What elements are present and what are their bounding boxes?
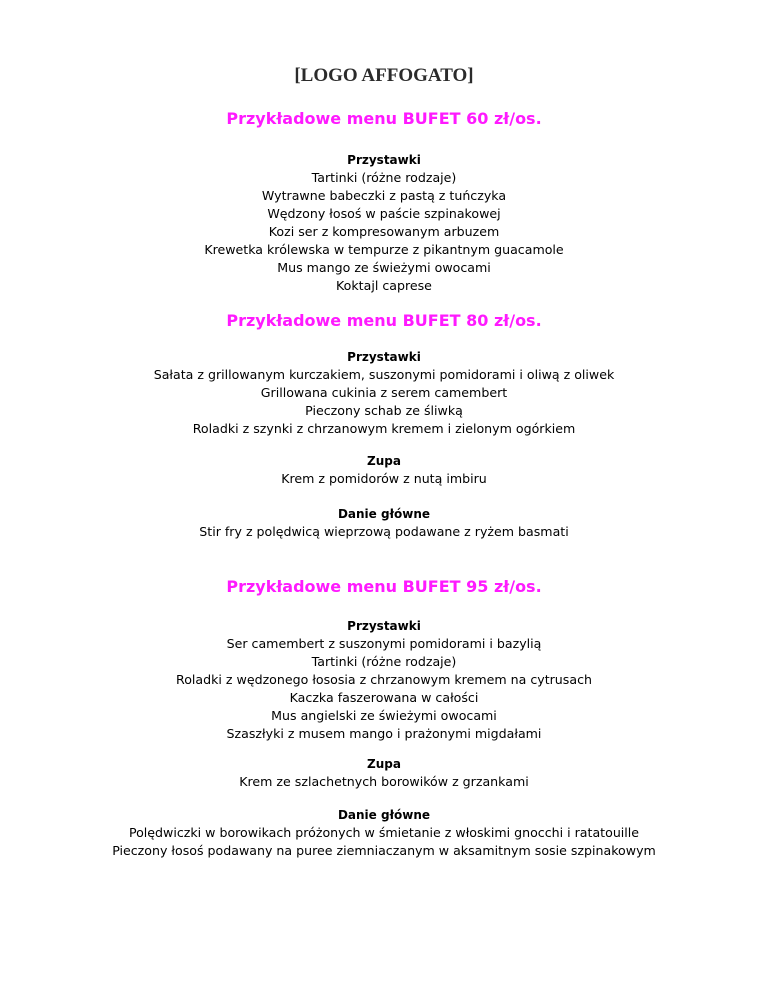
menu-80-section-zupa [0,452,768,488]
menu-item: Wytrawne babeczki z pastą z tuńczyka [261,188,507,203]
menu-60-section-przystawki [0,151,768,295]
menu-80-section-przystawki [0,348,768,438]
menu-item: Grillowana cukinia z serem camembert [260,385,508,400]
menu-item: Polędwiczki w borowikach próżonych w śmietanie z włoskimi gnocchi i ratatouille [128,825,640,840]
menu-item: Wędzony łosoś w paście szpinakowej [267,206,501,221]
section-heading: Przystawki [347,619,421,633]
menu-item: Roladki z szynki z chrzanowym kremem i zielonym ogórkiem [192,421,576,436]
menu-80-section-danie-glowne [0,505,768,541]
section-heading: Zupa [367,757,401,771]
menu-item: Krewetka królewska w tempurze z pikantnym guacamole [204,242,564,257]
logo-placeholder: [LOGO AFFOGATO] [294,65,474,86]
menu-item: Kozi ser z kompresowanym arbuzem [268,224,500,239]
menu-item: Stir fry z polędwicą wieprzową podawane z ryżem basmati [199,524,569,539]
section-heading: Przystawki [347,350,421,364]
menu-item: Mus angielski ze świeżymi owocami [271,708,497,723]
menu-item: Tartinki (różne rodzaje) [311,654,457,669]
menu-item: Pieczony łosoś podawany na puree ziemniaczanym w aksamitnym sosie szpinakowym [112,843,656,858]
section-heading: Zupa [367,454,401,468]
section-heading: Danie główne [337,507,431,521]
menu-item: Szaszłyki z musem mango i prażonymi migdałami [226,726,542,741]
menu-item: Mus mango ze świeżymi owocami [277,260,491,275]
section-heading: Danie główne [337,808,431,822]
menu-title-bufet-95: Przykładowe menu BUFET 95 zł/os. [226,577,542,596]
menu-item: Roladki z wędzonego łososia z chrzanowym kremem na cytrusach [176,672,592,687]
menu-item: Sałata z grillowanym kurczakiem, suszonymi pomidorami i oliwą z oliwek [153,367,615,382]
menu-item: Pieczony schab ze śliwką [305,403,463,418]
section-heading: Przystawki [347,153,421,167]
menu-95-section-przystawki [0,617,768,743]
menu-item: Krem z pomidorów z nutą imbiru [281,471,487,486]
menu-item: Ser camembert z suszonymi pomidorami i bazylią [226,636,542,651]
menu-title-bufet-60: Przykładowe menu BUFET 60 zł/os. [226,109,542,128]
menu-item: Kaczka faszerowana w całości [289,690,479,705]
menu-item: Koktajl caprese [336,278,432,293]
menu-item: Tartinki (różne rodzaje) [311,170,457,185]
menu-title-bufet-80: Przykładowe menu BUFET 80 zł/os. [226,311,542,330]
menu-95-section-zupa [0,755,768,791]
menu-95-section-danie-glowne [0,806,768,860]
menu-item: Krem ze szlachetnych borowików z grzankami [239,774,529,789]
